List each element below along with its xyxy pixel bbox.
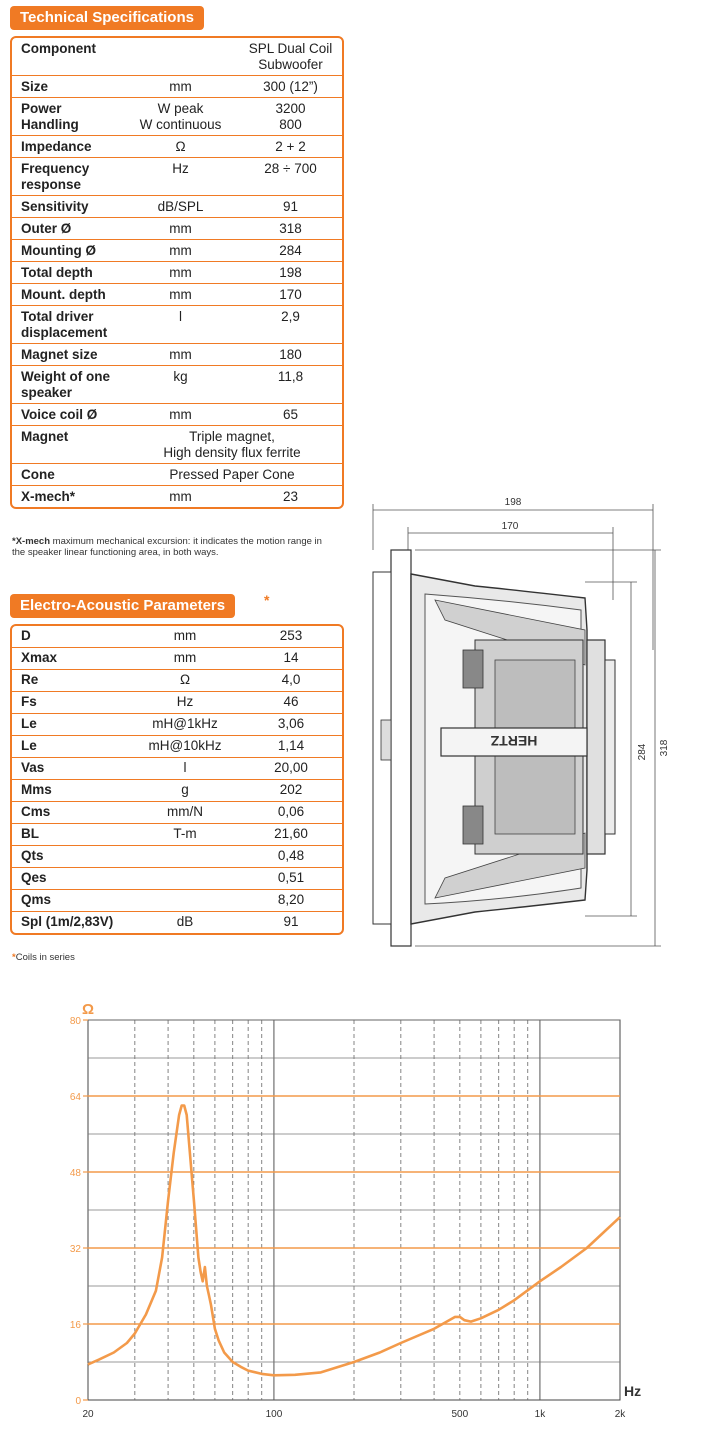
spec-row (12, 240, 342, 262)
param-value: 202 (279, 782, 303, 797)
param-row (12, 648, 342, 670)
param-label: Qts (21, 848, 44, 863)
impedance-chart (0, 995, 709, 1435)
param-row (12, 868, 342, 890)
spec-row (12, 426, 342, 464)
param-value: 8,20 (277, 892, 305, 907)
param-row (12, 802, 342, 824)
param-unit: Hz (176, 694, 194, 709)
spec-label: Total driver displacement (21, 309, 108, 340)
spec-value: 318 (279, 221, 302, 236)
spec-row (12, 404, 342, 426)
spec-value: 2 + 2 (275, 139, 306, 154)
y-tick-label: 80 (69, 1016, 81, 1027)
spec-row (12, 262, 342, 284)
xmech-note-bold: *X-mech (12, 536, 51, 547)
tech-spec-title: Technical Specifications (10, 6, 204, 30)
param-unit: mm/N (167, 804, 203, 819)
param-row (12, 824, 342, 846)
param-value: 91 (283, 914, 299, 929)
param-value: 253 (279, 628, 303, 643)
dim-mount-dia-label: 284 (637, 743, 648, 761)
spec-label: Outer Ø (21, 221, 72, 236)
param-label: Spl (1m/2,83V) (21, 914, 114, 929)
y-tick-label: 32 (69, 1244, 81, 1255)
param-value: 3,06 (277, 716, 305, 731)
dim-mount-depth-label: 170 (501, 521, 519, 532)
y-tick-label: 16 (69, 1320, 81, 1331)
spec-row (12, 76, 342, 98)
spec-value: 91 (282, 199, 299, 214)
param-label: Xmax (21, 650, 58, 665)
spec-label: X-mech* (21, 489, 76, 504)
x-tick-label: 500 (451, 1409, 469, 1420)
spec-unit: mm (169, 243, 192, 258)
spec-row (12, 98, 342, 136)
spec-unit: mm (169, 489, 192, 504)
param-value: 0,48 (277, 848, 305, 863)
param-label: BL (21, 826, 39, 841)
spec-unit: mm (169, 347, 192, 362)
spec-value: 11,8 (277, 369, 304, 384)
spec-unit: mm (169, 265, 192, 280)
param-label: Qes (21, 870, 47, 885)
spec-row (12, 344, 342, 366)
spec-unit: Ω (175, 139, 186, 154)
spec-value: SPL Dual Coil Subwoofer (248, 41, 333, 72)
spec-value: 65 (282, 407, 299, 422)
param-row (12, 912, 342, 933)
param-value: 4,0 (281, 672, 301, 687)
dim-total-depth-label: 198 (504, 497, 522, 508)
param-row (12, 780, 342, 802)
spec-label: Size (21, 79, 49, 94)
x-tick-label: 100 (265, 1409, 283, 1420)
coils-note-text: Coils in series (15, 952, 75, 963)
coils-note (12, 952, 75, 963)
spec-row (12, 136, 342, 158)
y-axis-label: Ω (82, 1001, 95, 1018)
spec-unit: kg (173, 369, 188, 384)
x-axis-label: Hz (624, 1383, 642, 1399)
param-label: Re (21, 672, 39, 687)
param-value: 46 (283, 694, 299, 709)
param-label: Vas (21, 760, 45, 775)
spec-label: Magnet size (21, 347, 98, 362)
spec-label: Magnet (21, 429, 69, 444)
param-label: Mms (21, 782, 52, 797)
param-value: 14 (283, 650, 299, 665)
spec-label: Voice coil Ø (21, 407, 98, 422)
spec-unit: mm (169, 221, 192, 236)
spec-label: Mount. depth (21, 287, 106, 302)
y-tick-label: 0 (75, 1396, 81, 1407)
xmech-note (12, 536, 332, 558)
x-tick-label: 1k (534, 1409, 546, 1420)
spec-value: 23 (282, 489, 299, 504)
spec-value: 3200 800 (275, 101, 306, 132)
spec-value: Pressed Paper Cone (169, 467, 295, 482)
x-tick-label: 2k (614, 1409, 626, 1420)
param-label: Le (21, 738, 37, 753)
spec-value: 170 (279, 287, 302, 302)
param-unit: mH@10kHz (148, 738, 222, 753)
param-unit: mm (173, 650, 197, 665)
spec-row (12, 38, 342, 76)
dim-outer-dia-label: 318 (659, 739, 670, 757)
ea-params-title: Electro-Acoustic Parameters (10, 594, 235, 618)
param-label: Qms (21, 892, 52, 907)
param-row (12, 714, 342, 736)
spec-label: Total depth (21, 265, 93, 280)
spec-label: Cone (21, 467, 55, 482)
spec-row (12, 464, 342, 486)
spec-row (12, 196, 342, 218)
param-unit: T-m (173, 826, 197, 841)
param-unit: mm (173, 628, 197, 643)
param-unit (130, 846, 240, 867)
param-unit: g (181, 782, 189, 797)
param-unit: l (183, 760, 187, 775)
param-label: Le (21, 716, 37, 731)
param-unit (130, 868, 240, 889)
spec-value: 28 ÷ 700 (264, 161, 317, 176)
param-row (12, 692, 342, 714)
param-value: 0,51 (277, 870, 305, 885)
param-value: 21,60 (274, 826, 308, 841)
brand-logo: HERTZ (490, 733, 538, 749)
param-row (12, 758, 342, 780)
spec-value: Triple magnet, High density flux ferrite (163, 429, 301, 460)
y-tick-label: 64 (69, 1092, 81, 1103)
spec-row (12, 306, 342, 344)
spec-row (12, 486, 342, 507)
xmech-note-text: maximum mechanical excursion: it indicates the motion range in the speaker linear functioning area, in both ways. (12, 536, 322, 558)
ea-params-table (10, 624, 344, 935)
param-unit: mH@1kHz (152, 716, 218, 731)
spec-label: Power Handling (21, 101, 79, 132)
spec-label: Weight of one speaker (21, 369, 110, 400)
spec-label: Component (21, 41, 96, 56)
param-value: 1,14 (277, 738, 305, 753)
spec-value: 300 (12”) (263, 79, 318, 94)
param-label: Cms (21, 804, 51, 819)
spec-label: Frequency response (21, 161, 90, 192)
param-label: D (21, 628, 31, 643)
spec-label: Sensitivity (21, 199, 89, 214)
spec-unit (122, 38, 239, 75)
spec-row (12, 366, 342, 404)
param-unit (130, 890, 240, 911)
spec-unit: l (179, 309, 182, 324)
spec-row (12, 218, 342, 240)
param-row (12, 626, 342, 648)
param-unit: Ω (179, 672, 191, 687)
spec-unit: W peak W continuous (139, 101, 222, 132)
spec-unit: mm (169, 79, 192, 94)
spec-row (12, 158, 342, 196)
spec-value: 2,9 (281, 309, 300, 324)
param-unit: dB (176, 914, 194, 929)
param-row (12, 736, 342, 758)
spec-value: 180 (279, 347, 302, 362)
param-row (12, 846, 342, 868)
spec-unit: Hz (172, 161, 189, 176)
tech-spec-table (10, 36, 344, 509)
spec-label: Mounting Ø (21, 243, 96, 258)
spec-unit: mm (169, 407, 192, 422)
spec-value: 198 (279, 265, 302, 280)
param-value: 0,06 (277, 804, 305, 819)
spec-unit: dB/SPL (157, 199, 204, 214)
spec-row (12, 284, 342, 306)
ea-title-star: * (264, 592, 270, 608)
spec-value: 284 (279, 243, 302, 258)
param-row (12, 670, 342, 692)
x-tick-label: 20 (82, 1409, 94, 1420)
speaker-drawing (355, 490, 709, 960)
spec-label: Impedance (21, 139, 92, 154)
param-value: 20,00 (274, 760, 308, 775)
param-row (12, 890, 342, 912)
spec-unit: mm (169, 287, 192, 302)
y-tick-label: 48 (69, 1168, 81, 1179)
coils-note-star: * (12, 952, 16, 963)
param-label: Fs (21, 694, 37, 709)
